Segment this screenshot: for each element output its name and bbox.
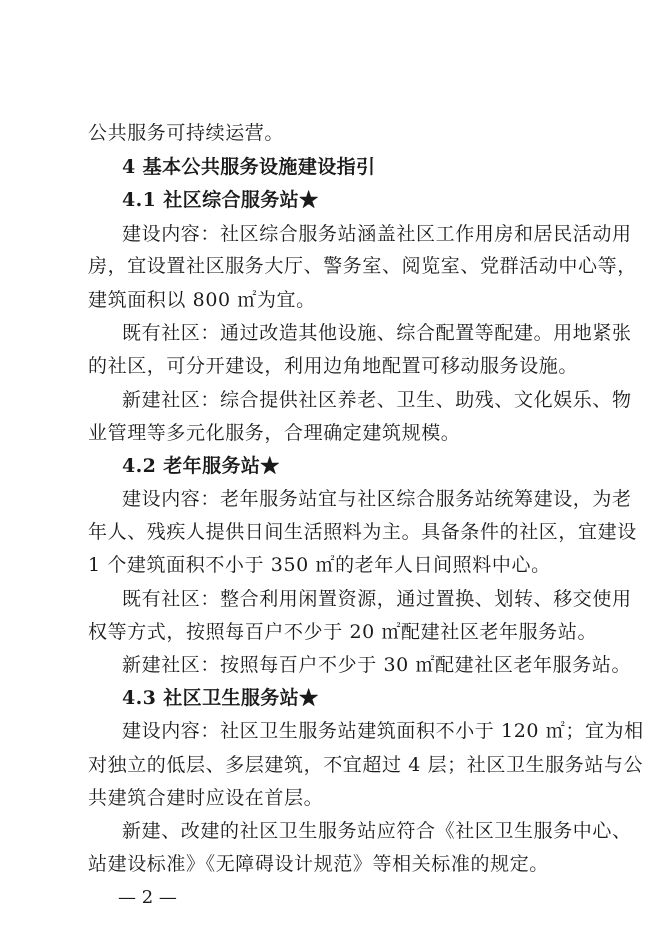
paragraph-line: 新建、改建的社区卫生服务站应符合《社区卫生服务中心、 <box>122 820 632 842</box>
paragraph-line: 建设内容：社区卫生服务站建筑面积不小于 120 ㎡；宜为相 <box>122 720 644 742</box>
page-number: — 2 — <box>118 887 177 908</box>
paragraph-line: 房，宜设置社区服务大厅、警务室、阅览室、党群活动中心等， <box>88 255 637 277</box>
section-heading: 4 基本公共服务设施建设指引 <box>122 156 376 178</box>
paragraph-line: 新建社区：综合提供社区养老、卫生、助残、文化娱乐、物 <box>122 389 632 411</box>
paragraph-line: 既有社区：整合利用闲置资源，通过置换、划转、移交使用 <box>122 588 632 610</box>
paragraph-line: 业管理等多元化服务，合理确定建筑规模。 <box>88 422 461 444</box>
paragraph-line: 年人、残疾人提供日间生活照料为主。具备条件的社区，宜建设 <box>88 521 637 543</box>
subsection-heading: 4.1 社区综合服务站★ <box>122 189 319 211</box>
paragraph-line: 共建筑合建时应设在首层。 <box>88 787 324 809</box>
subsection-heading: 4.2 老年服务站★ <box>122 455 280 477</box>
paragraph-line: 公共服务可持续运营。 <box>88 122 285 144</box>
paragraph-line: 权等方式，按照每百户不少于 20 ㎡配建社区老年服务站。 <box>88 621 598 643</box>
paragraph-line: 1 个建筑面积不小于 350 ㎡的老年人日间照料中心。 <box>88 554 551 576</box>
paragraph-line: 站建设标准》《无障碍设计规范》等相关标准的规定。 <box>88 853 549 875</box>
paragraph-line: 新建社区：按照每百户不少于 30 ㎡配建社区老年服务站。 <box>122 654 632 676</box>
paragraph-line: 建设内容：老年服务站宜与社区综合服务站统筹建设，为老 <box>122 488 632 510</box>
paragraph-line: 对独立的低层、多层建筑，不宜超过 4 层；社区卫生服务站与公 <box>88 754 644 776</box>
paragraph-line: 建设内容：社区综合服务站涵盖社区工作用房和居民活动用 <box>122 223 632 245</box>
subsection-heading: 4.3 社区卫生服务站★ <box>122 687 319 709</box>
paragraph-line: 的社区，可分开建设，利用边角地配置可移动服务设施。 <box>88 355 579 377</box>
paragraph-line: 建筑面积以 800 ㎡为宜。 <box>88 289 316 311</box>
paragraph-line: 既有社区：通过改造其他设施、综合配置等配建。用地紧张 <box>122 322 632 344</box>
